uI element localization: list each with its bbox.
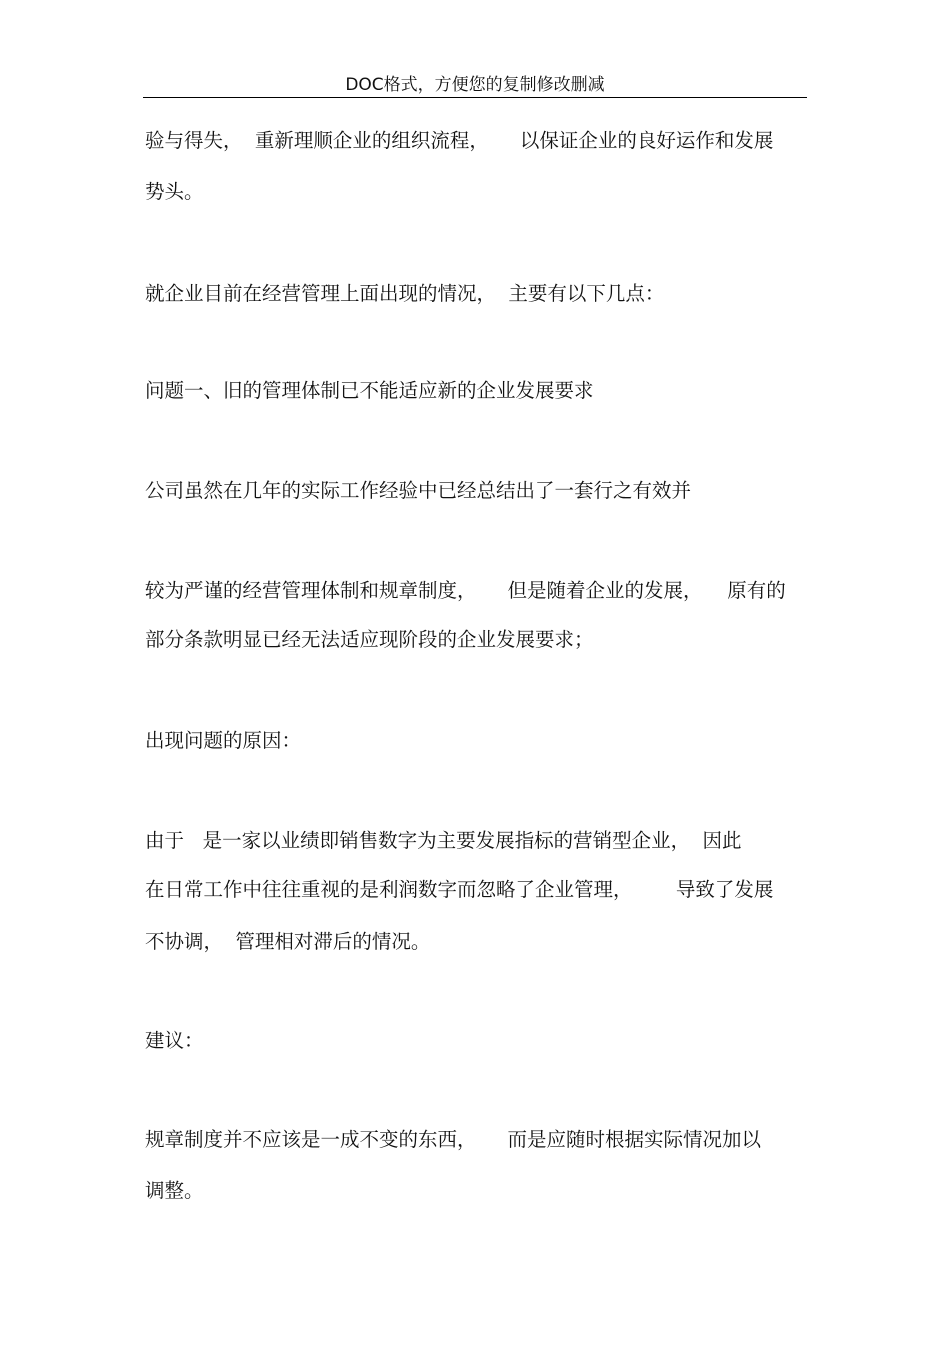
- header-divider: [143, 97, 807, 98]
- body-line: 由于 是一家以业绩即销售数字为主要发展指标的营销型企业， 因此: [145, 829, 742, 852]
- body-line: 势头。: [145, 180, 204, 203]
- body-line: 在日常工作中往往重视的是利润数字而忽略了企业管理， 导致了发展: [145, 878, 774, 901]
- section-heading: 出现问题的原因：: [145, 729, 302, 752]
- body-line: 公司虽然在几年的实际工作经验中已经总结出了一套行之有效并: [145, 479, 692, 502]
- section-heading: 问题一、旧的管理体制已不能适应新的企业发展要求: [145, 379, 594, 402]
- body-line: 调整。: [145, 1179, 204, 1202]
- body-line: 较为严谨的经营管理体制和规章制度， 但是随着企业的发展， 原有的: [145, 579, 786, 602]
- body-line: 规章制度并不应该是一成不变的东西， 而是应随时根据实际情况加以: [145, 1128, 761, 1151]
- page-header: DOC格式，方便您的复制修改删减: [345, 75, 605, 95]
- body-line: 部分条款明显已经无法适应现阶段的企业发展要求；: [145, 628, 594, 651]
- body-line: 不协调， 管理相对滞后的情况。: [145, 930, 431, 953]
- section-heading: 建议：: [145, 1029, 204, 1052]
- body-line: 验与得失， 重新理顺企业的组织流程， 以保证企业的良好运作和发展: [145, 129, 774, 152]
- body-line: 就企业目前在经营管理上面出现的情况， 主要有以下几点：: [145, 282, 665, 305]
